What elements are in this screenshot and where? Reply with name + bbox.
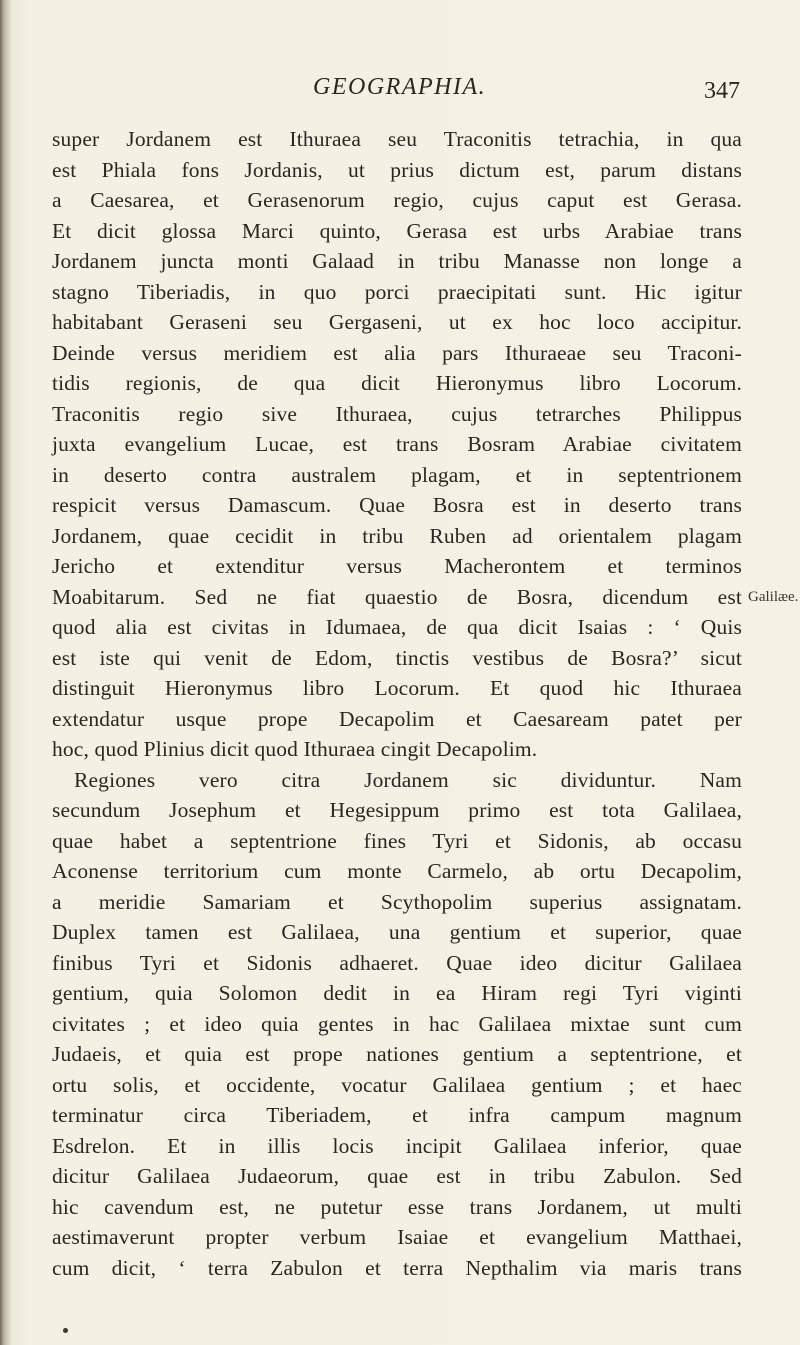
text-line: Judaeis, et quia est prope nationes gentium a septentrione, et bbox=[52, 1042, 742, 1066]
text-line: tidis regionis, de qua dicit Hieronymus libro Locorum. bbox=[52, 371, 742, 395]
page-number: 347 bbox=[704, 78, 740, 104]
text-line: est Phiala fons Jordanis, ut prius dictum est, parum distans bbox=[52, 157, 742, 182]
text-line: juxta evangelium Lucae, est trans Bosram Arabiae civitatem bbox=[52, 432, 742, 456]
text-line: habitabant Geraseni seu Gergaseni, ut ex hoc loco accipitur. bbox=[52, 310, 742, 334]
ink-speck bbox=[63, 1328, 68, 1333]
text-line: hoc, quod Plinius dicit quod Ithuraea cingit Decapolim. bbox=[52, 737, 538, 761]
text-line: hic cavendum est, ne putetur esse trans Jordanem, ut multi bbox=[52, 1194, 742, 1219]
text-line: Duplex tamen est Galilaea, una gentium et superior, quae bbox=[52, 920, 742, 944]
text-line: dicitur Galilaea Judaeorum, quae est in tribu Zabulon. Sed bbox=[52, 1164, 742, 1188]
text-line: Jordanem, quae cecidit in tribu Ruben ad orientalem plagam bbox=[52, 523, 742, 548]
text-line: cum dicit, ‘ terra Zabulon et terra Nepthalim via maris trans bbox=[52, 1255, 742, 1280]
text-line: terminatur circa Tiberiadem, et infra campum magnum bbox=[52, 1103, 742, 1127]
text-line: quod alia est civitas in Idumaea, de qua dicit Isaias : ‘ Quis bbox=[52, 615, 742, 639]
text-line: Aconense territorium cum monte Carmelo, ab ortu Decapolim, bbox=[52, 859, 742, 883]
text-line: Deinde versus meridiem est alia pars Ithuraeae seu Traconi- bbox=[52, 340, 742, 365]
running-title: GEOGRAPHIA. bbox=[313, 74, 487, 100]
running-head bbox=[0, 0, 800, 110]
text-line: Esdrelon. Et in illis locis incipit Galilaea inferior, quae bbox=[52, 1133, 742, 1158]
paragraph-first-line: Regiones vero citra Jordanem sic dividuntur. Nam bbox=[74, 767, 742, 792]
text-line: ortu solis, et occidente, vocatur Galilaea gentium ; et haec bbox=[52, 1072, 742, 1097]
text-line: Et dicit glossa Marci quinto, Gerasa est urbs Arabiae trans bbox=[52, 218, 742, 243]
text-line: est iste qui venit de Edom, tinctis vestibus de Bosra?’ sicut bbox=[52, 645, 742, 670]
text-line: super Jordanem est Ithuraea seu Traconitis tetrachia, in qua bbox=[52, 127, 742, 151]
text-line: stagno Tiberiadis, in quo porci praecipitati sunt. Hic igitur bbox=[52, 279, 742, 304]
text-line: aestimaverunt propter verbum Isaiae et evangelium Matthaei, bbox=[52, 1225, 742, 1249]
text-line: finibus Tyri et Sidonis adhaeret. Quae ideo dicitur Galilaea bbox=[52, 950, 742, 975]
text-line: a meridie Samariam et Scythopolim superius assignatam. bbox=[52, 889, 742, 914]
page-binding-edge bbox=[0, 0, 12, 1345]
margin-note: Galilæe. bbox=[748, 589, 799, 605]
text-line: gentium, quia Solomon dedit in ea Hiram regi Tyri viginti bbox=[52, 981, 742, 1005]
text-line: quae habet a septentrione fines Tyri et Sidonis, ab occasu bbox=[52, 828, 742, 853]
text-line: secundum Josephum et Hegesippum primo est tota Galilaea, bbox=[52, 798, 742, 822]
text-line: civitates ; et ideo quia gentes in hac Galilaea mixtae sunt cum bbox=[52, 1011, 742, 1036]
text-line: a Caesarea, et Gerasenorum regio, cujus caput est Gerasa. bbox=[52, 188, 742, 212]
text-line: Traconitis regio sive Ithuraea, cujus tetrarches Philippus bbox=[52, 401, 742, 426]
text-line: Moabitarum. Sed ne fiat quaestio de Bosra, dicendum est bbox=[52, 584, 742, 609]
text-line: respicit versus Damascum. Quae Bosra est in deserto trans bbox=[52, 493, 742, 517]
text-line: distinguit Hieronymus libro Locorum. Et quod hic Ithuraea bbox=[52, 676, 742, 700]
text-line: extendatur usque prope Decapolim et Caesaream patet per bbox=[52, 706, 742, 731]
text-line: Jericho et extenditur versus Macherontem et terminos bbox=[52, 554, 742, 578]
text-line: Jordanem juncta monti Galaad in tribu Manasse non longe a bbox=[52, 249, 742, 273]
body-text bbox=[52, 124, 742, 1283]
text-line: in deserto contra australem plagam, et in septentrionem bbox=[52, 462, 742, 487]
